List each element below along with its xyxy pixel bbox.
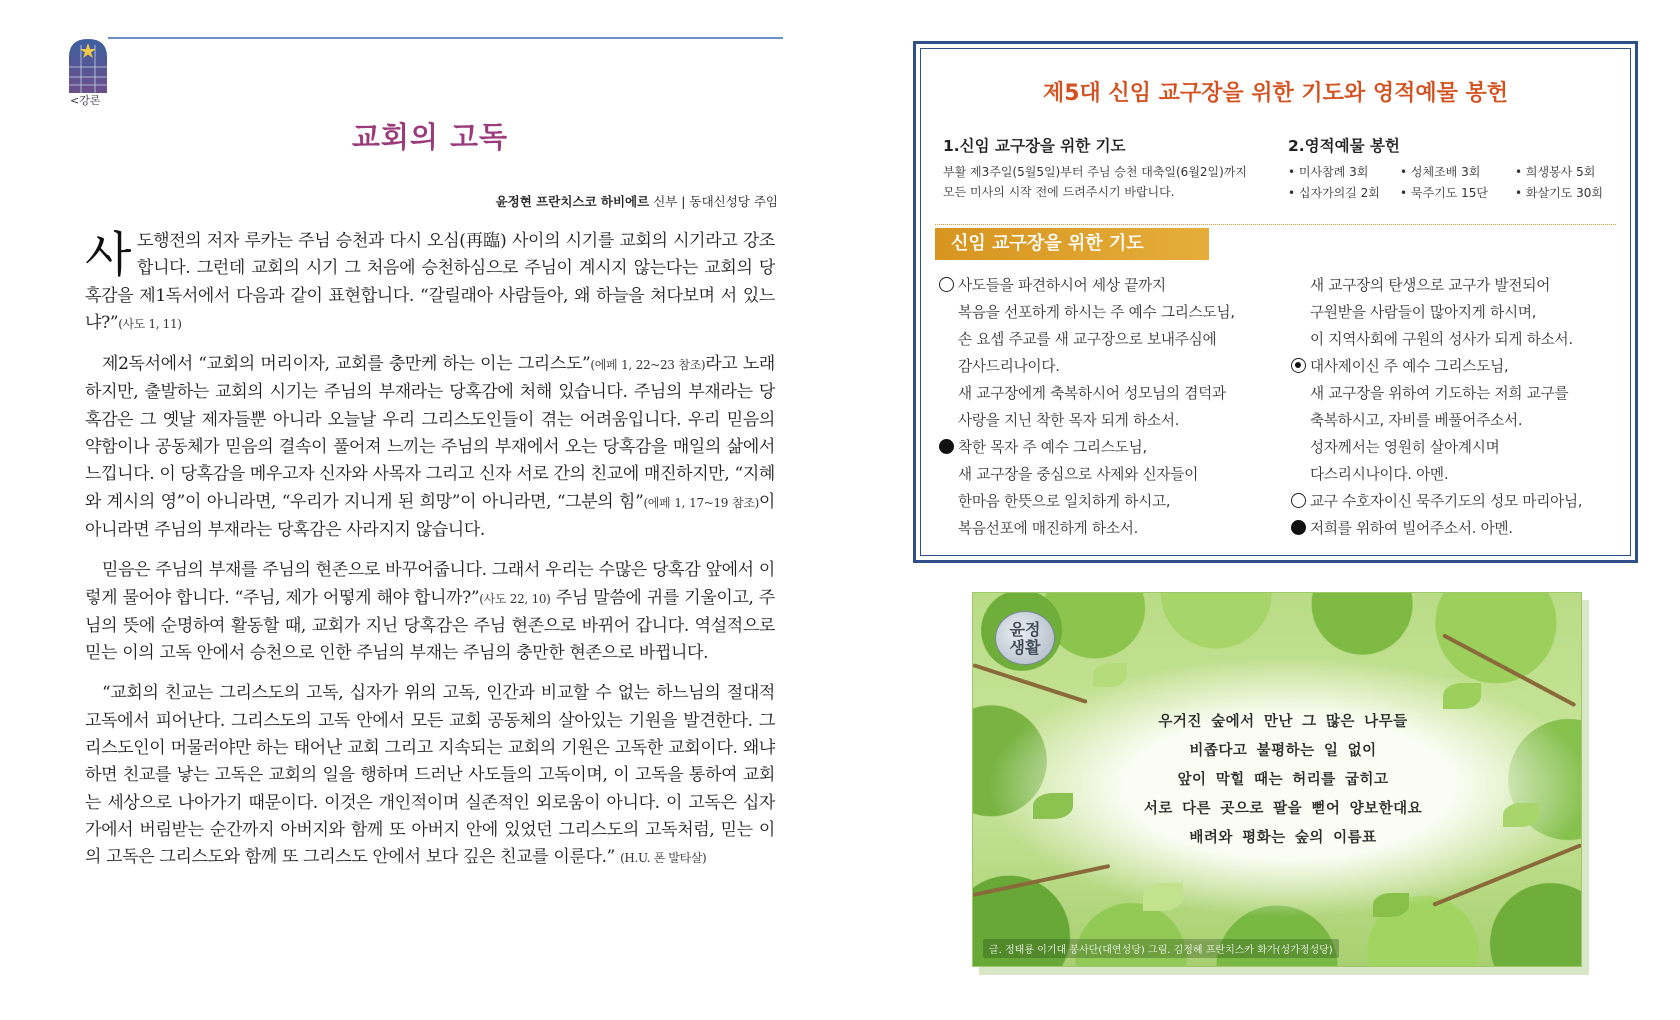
prayer-line: 한마음 한뜻으로 일치하게 하시고, xyxy=(958,493,1171,510)
prayer-line: 이 지역사회에 구원의 성사가 되게 하소서. xyxy=(1310,331,1573,348)
offering-item: • 희생봉사 5회 xyxy=(1515,165,1596,179)
leaf-decoration xyxy=(1373,893,1409,917)
section-offerings xyxy=(1288,134,1628,204)
target-circle-icon xyxy=(1291,358,1306,373)
prayer-line: 대사제이신 주 예수 그리스도님, xyxy=(1291,353,1636,380)
prayer-banner: 신임 교구장을 위한 기도 xyxy=(935,228,1209,260)
prayer-line: 다스리시나이다. 아멘. xyxy=(1310,466,1449,483)
offerings-grid xyxy=(1288,162,1628,204)
section-heading: 1.신임 교구장을 위한 기도 xyxy=(943,137,1126,155)
dotted-divider xyxy=(935,224,1616,225)
author-role: 신부 | 동대신성당 주임 xyxy=(653,194,778,209)
prayer-line: 손 요셉 주교를 새 교구장으로 보내주심에 xyxy=(958,331,1217,348)
leaf-decoration xyxy=(1033,793,1073,819)
offering-item: • 묵주기도 15단 xyxy=(1400,186,1488,200)
branch-decoration xyxy=(972,663,1087,704)
author-name: 윤정현 프란치스코 하비에르 xyxy=(495,194,650,209)
prayer-line: 복음을 선포하게 하시는 주 예수 그리스도님, xyxy=(958,304,1235,321)
prayer-line: 새 교구장을 중심으로 사제와 신자들이 xyxy=(958,466,1199,483)
prayer-line: 사랑을 지닌 착한 목자 되게 하소서. xyxy=(958,412,1180,429)
prayer-line: 감사드리나이다. xyxy=(958,358,1060,375)
article-body xyxy=(85,228,775,886)
poem xyxy=(1073,708,1493,853)
left-page xyxy=(0,0,800,1020)
prayer-line: 축복하시고, 자비를 베풀어주소서. xyxy=(1310,412,1523,429)
dropcap: 사 xyxy=(85,227,132,283)
top-rule xyxy=(108,37,783,39)
paragraph-4: “교회의 친교는 그리스도의 고독, 십자가 위의 고독, 인간과 비교할 수 없는 하느님의 절대적 고독에서 피어난다. 그리스도의 고독 안에서 모든 교회 공동체의 살아있는 기원을 발견한다. 그리스도인이 머물러야만 하는 태어난 교회 그리고 지속되는 교회의 기원은 고독한 교회이다. 왜냐하면 친교를 낳는 고독은 교회의 일을 행하며 드러난 사도들의 고독이며, 이 고독을 통하여 교회는 세상으로 나아가기 때문이다. 이것은 개인적이며 실존적인 외로움이 아니다. 이 고독은 십자가에서 버림받는 순간까지 아버지와 함께 또 아버지 안에 있었던 그리스도의 고독처럼, 믿는 이의 고독은 그리스도와 함께 또 그리스도 안에서 보다 깊은 친교를 이룬다.” (H.U. 폰 발타살) xyxy=(85,683,775,868)
open-circle-icon xyxy=(939,277,954,292)
offering-item: • 성체조배 3회 xyxy=(1400,165,1481,179)
byline xyxy=(380,192,778,210)
poem-line: 앞이 막힐 때는 허리를 굽히고 xyxy=(1177,772,1389,788)
prayer-line: 착한 목자 주 예수 그리스도님, xyxy=(939,434,1289,461)
poem-line: 서로 다른 곳으로 팔을 뻗어 양보한대요 xyxy=(1143,801,1423,817)
prayer-line: 성자께서는 영원히 살아계시며 xyxy=(1310,439,1500,456)
section-body: 부활 제3주일(5월5일)부터 주님 승천 대축일(6월2일)까지 모든 미사의 시작 전에 드려주시기 바랍니다. xyxy=(943,165,1247,199)
poem-line: 우거진 숲에서 만난 그 많은 나무들 xyxy=(1158,714,1408,730)
paragraph-3: 믿음은 주님의 부재를 주님의 현존으로 바꾸어줍니다. 그래서 우리는 수많은 당혹감 앞에서 이렇게 물어야 합니다. “주님, 제가 어떻게 해야 합니까?”(사도 22, 10) 주님 말씀에 귀를 기울이고, 주님의 뜻에 순명하여 활동할 때, 교회가 지닌 당혹감은 주님 현존으로 바뀌어 갑니다. 역설적으로 믿는 이의 고독 안에서 승천으로 인한 주님의 부재는 주님의 충만한 현존으로 바뀝니다. xyxy=(85,560,775,664)
prayer-line: 새 교구장을 위하여 기도하는 저희 교구를 xyxy=(1310,385,1569,402)
church-window-icon xyxy=(67,37,109,93)
prayer-line: 새 교구장의 탄생으로 교구가 발전되어 xyxy=(1310,277,1551,294)
leaf-decoration xyxy=(1143,883,1183,911)
prayer-column-right xyxy=(1291,272,1636,542)
prayer-line: 복음선포에 매진하게 하소서. xyxy=(958,520,1139,537)
filled-circle-icon xyxy=(939,439,954,454)
offering-item: • 화살기도 30회 xyxy=(1515,186,1603,200)
poster-credit: 글. 정태룡 이기대 봉사단(대연성당) 그림. 김정혜 프란치스카 화가(성가정성당) xyxy=(983,939,1339,958)
section-heading: 2.영적예물 봉헌 xyxy=(1288,137,1400,155)
section-prayer-info xyxy=(943,134,1303,202)
poem-line: 비좁다고 불평하는 일 없이 xyxy=(1189,743,1377,759)
quote-source: (H.U. 폰 발타살) xyxy=(620,851,707,866)
notice-box xyxy=(913,41,1638,563)
forest-poem-poster xyxy=(972,592,1582,967)
leaf-decoration xyxy=(1093,663,1127,687)
leaf-decoration xyxy=(1443,683,1481,709)
prayer-column-left xyxy=(939,272,1289,542)
badge-text: 윤정 생활 xyxy=(1009,620,1041,657)
scripture-ref: (사도 1, 11) xyxy=(118,316,182,331)
notice-title: 제5대 신임 교구장을 위한 기도와 영적예물 봉헌 xyxy=(1042,81,1509,106)
offering-item: • 미사참례 3회 xyxy=(1288,165,1369,179)
paragraph-2: 제2독서에서 “교회의 머리이자, 교회를 충만케 하는 이는 그리스도”(에페 1, 22~23 참조)라고 노래하지만, 출발하는 교회의 시기는 주님의 부재라는 당혹감에 처해 있습니다. 주님의 부재라는 당혹감은 그 옛날 제자들뿐 아니라 오늘날 우리 그리스도인들이 겪는 어려움입니다. 우리 믿음의 약함이나 공동체가 믿음의 결속이 풀어져 느끼는 주님의 부재에서 오는 당혹감을 매일의 삶에서 느낍니다. 이 당혹감을 메우고자 신자와 사목자 그리고 신자 서로 간의 친교에 매진하지만, “지혜와 계시의 영”이 아니라면, “우리가 지니게 된 희망”이 아니라면, “그분의 힘”(에페 1, 17~19 참조)이 아니라면 주님의 부재라는 당혹감은 사라지지 않습니다. xyxy=(85,354,776,540)
scripture-ref: (에페 1, 22~23 참조) xyxy=(590,358,706,373)
poem-line: 배려와 평화는 숲의 이름표 xyxy=(1189,830,1377,846)
section-label: <강론 xyxy=(70,94,101,107)
article-title: 교회의 고독 xyxy=(351,120,509,154)
prayer-line: 저희를 위하여 빌어주소서. 아멘. xyxy=(1291,515,1636,542)
prayer-line: 사도들을 파견하시어 세상 끝까지 xyxy=(939,272,1289,299)
prayer-line: 교구 수호자이신 묵주기도의 성모 마리아님, xyxy=(1291,488,1636,515)
paragraph-1: 사도행전의 저자 루카는 주님 승천과 다시 오심(再臨) 사이의 시기를 교회의 시기라고 강조합니다. 그런데 교회의 시기 그 처음에 승천하심으로 주님이 계시지 않는다는 교회의 당혹감을 제1독서에서 다음과 같이 표현합니다. “갈릴래아 사람들아, 왜 하늘을 쳐다보며 서 있느냐?”(사도 1, 11) xyxy=(85,227,775,333)
open-circle-icon xyxy=(1291,493,1306,508)
scripture-ref: (에페 1, 17~19 참조) xyxy=(643,495,759,510)
scripture-ref: (사도 22, 10) xyxy=(479,591,551,606)
filled-circle-icon xyxy=(1291,520,1306,535)
notice-box-inner xyxy=(920,48,1631,556)
offering-item: • 십자가의길 2회 xyxy=(1288,186,1380,200)
prayer-line: 새 교구장에게 축복하시어 성모님의 겸덕과 xyxy=(958,385,1226,402)
series-badge xyxy=(995,611,1055,665)
branch-decoration xyxy=(973,864,1111,897)
prayer-line: 구원받을 사람들이 많아지게 하시며, xyxy=(1310,304,1537,321)
leaf-decoration xyxy=(1503,803,1539,827)
